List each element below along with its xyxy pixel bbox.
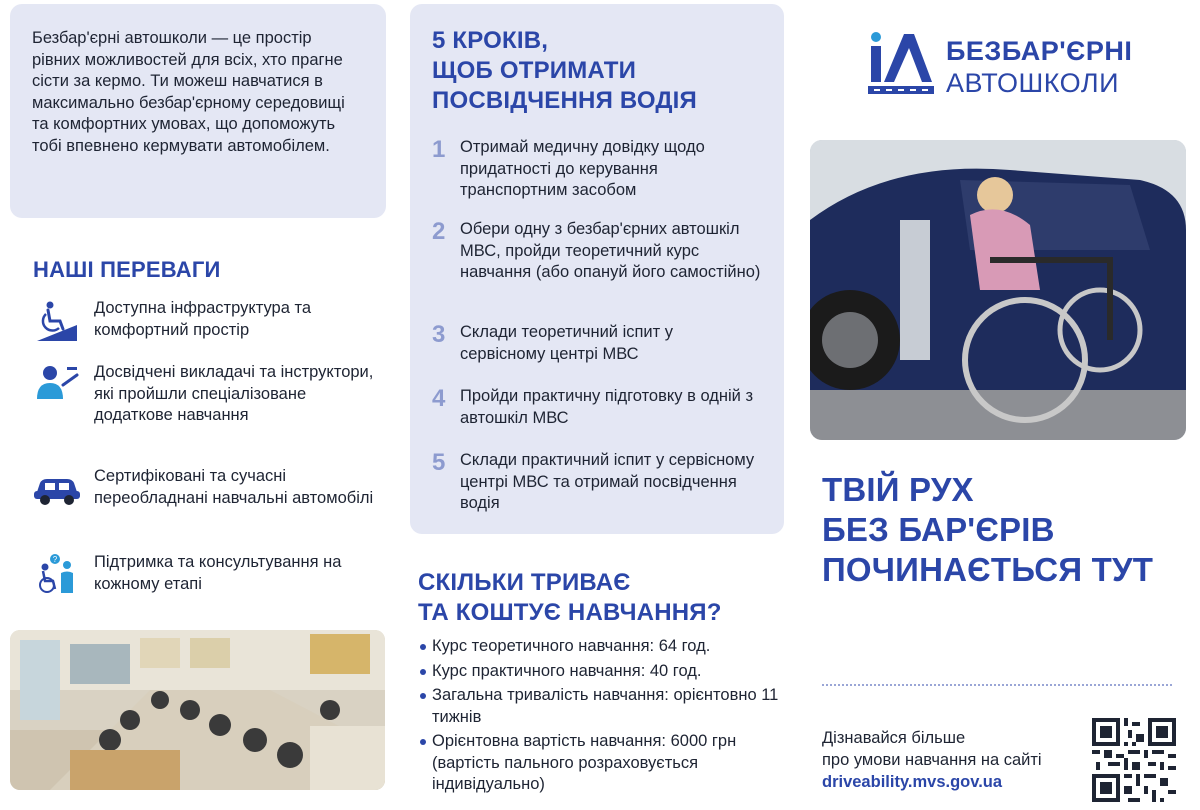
steps-card	[410, 4, 784, 534]
step-item	[432, 386, 762, 429]
steps-title	[432, 26, 764, 116]
advantage-text: Досвідчені викладачі та інструктори, які пройшли спеціалізоване додаткове навчання	[94, 363, 374, 424]
logo-mark-icon	[866, 28, 938, 98]
more-info	[822, 727, 1042, 793]
step-number: 1	[432, 136, 446, 163]
step-number: 5	[432, 449, 446, 476]
svg-text:?: ?	[52, 555, 58, 564]
steps-title-line: ЩОБ ОТРИМАТИ	[432, 57, 637, 84]
slogan-line: ТВІЙ РУХ	[822, 471, 974, 508]
steps-title-line: ПОСВІДЧЕННЯ ВОДІЯ	[432, 87, 697, 114]
more-info-line: Дізнавайся більше	[822, 729, 966, 747]
advantage-text: Підтримка та консультування на кожному етапі	[94, 553, 342, 593]
step-text: Склади теоретичний іспит у сервісному центрі МВС	[460, 323, 674, 363]
advantage-text: Сертифіковані та сучасні переобладнані навчальні автомобілі	[94, 467, 374, 507]
duration-item: Курс теоретичного навчання: 64 год.	[418, 636, 788, 658]
logo-text-line2: АВТОШКОЛИ	[946, 68, 1119, 98]
slogan-line: БЕЗ БАР'ЄРІВ	[822, 511, 1055, 548]
logo-text-line1: БЕЗБАР'ЄРНІ	[946, 36, 1133, 66]
qr-code-icon[interactable]	[1092, 718, 1176, 802]
duration-title-line: СКІЛЬКИ ТРИВАЄ	[418, 569, 631, 596]
slogan	[822, 470, 1153, 590]
step-item	[432, 219, 762, 284]
classroom-photo	[10, 630, 385, 790]
intro-card	[10, 4, 386, 218]
step-number: 3	[432, 321, 446, 348]
logo	[866, 28, 1146, 98]
step-item	[432, 137, 762, 202]
duration-list	[418, 636, 788, 799]
step-number: 2	[432, 218, 446, 245]
more-info-line: про умови навчання на сайті	[822, 751, 1042, 769]
website-link[interactable]: driveability.mvs.gov.ua	[822, 773, 1003, 791]
duration-item: Загальна тривалість навчання: орієнтовно 11 тижнів	[418, 685, 788, 728]
advantage-text: Доступна інфраструктура та комфортний простір	[94, 299, 312, 339]
duration-title-line: ТА КОШТУЄ НАВЧАННЯ?	[418, 599, 722, 626]
advantages-title: НАШІ ПЕРЕВАГИ	[33, 257, 221, 282]
advantage-item	[32, 466, 382, 512]
step-text: Обери одну з безбар'єрних автошкіл МВС, пройди теоретичний курс навчання (або опануй його самостійно)	[460, 220, 761, 281]
step-text: Отримай медичну довідку щодо придатності до керування транспортним засобом	[460, 138, 705, 199]
advantage-item	[32, 298, 382, 344]
wheelchair-ramp-icon	[32, 298, 82, 344]
duration-item: Орієнтовна вартість навчання: 6000 грн (вартість пального розраховується індивідуально)	[418, 731, 788, 796]
step-text: Пройди практичну підготовку в одній з автошкіл МВС	[460, 387, 754, 427]
advantage-item	[32, 552, 382, 598]
duration-title	[418, 568, 722, 628]
dotted-divider	[822, 684, 1172, 686]
step-item	[432, 322, 762, 365]
car-icon	[32, 466, 82, 512]
slogan-line: ПОЧИНАЄТЬСЯ ТУТ	[822, 551, 1154, 588]
duration-item: Курс практичного навчання: 40 год.	[418, 661, 788, 683]
car-wheelchair-photo	[810, 140, 1186, 440]
step-text: Склади практичний іспит у сервісному центрі МВС та отримай посвідчення водія	[460, 451, 755, 512]
intro-text: Безбар'єрні автошколи — це простір рівних можливостей для всіх, хто прагне сісти за кермо. Ти можеш навчатися в максимально безбар'єрному середовищі та комфортних умовах, що допоможуть тобі впевнено кермувати автомобілем.	[32, 29, 345, 155]
advantage-item	[32, 362, 382, 427]
support-icon	[32, 552, 82, 598]
instructor-icon	[32, 362, 82, 408]
step-item	[432, 450, 762, 515]
steps-title-line: 5 КРОКІВ,	[432, 27, 549, 54]
step-number: 4	[432, 385, 446, 412]
